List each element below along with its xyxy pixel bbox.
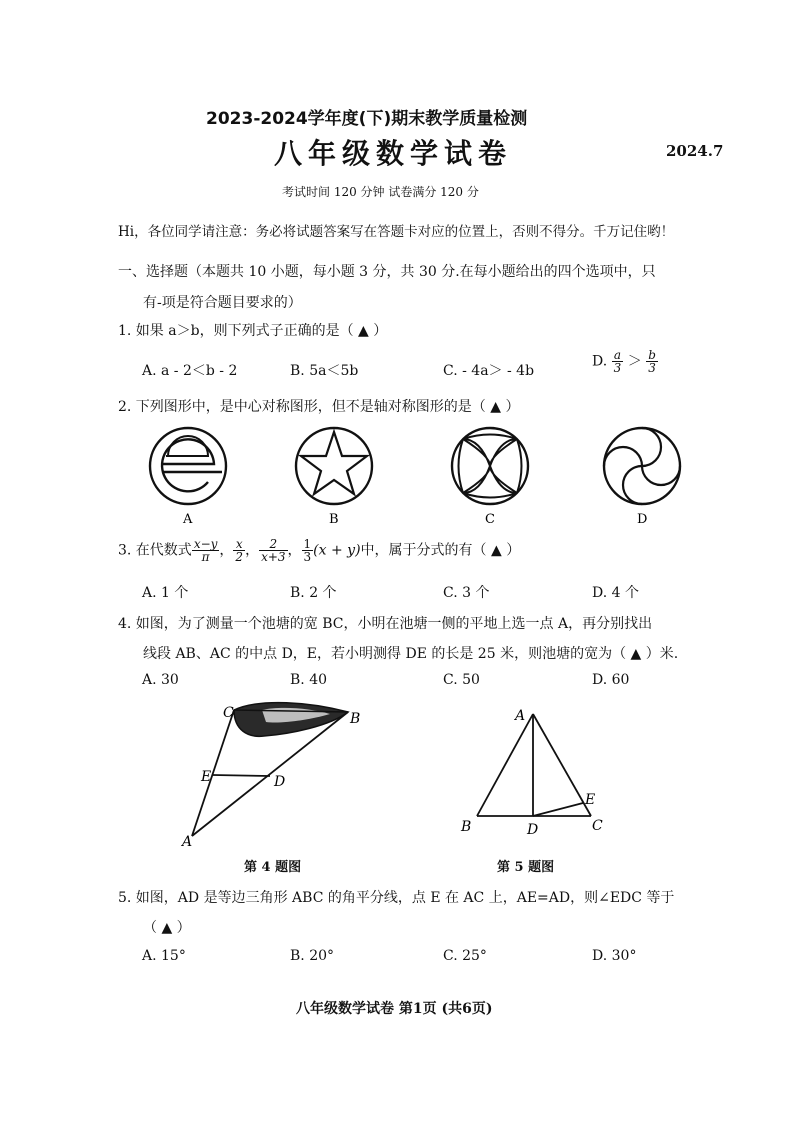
q3-sep-1: ， — [219, 542, 234, 559]
q2-figure-d — [604, 428, 680, 504]
q3-frac-4: $\frac{1}{3}$ — [303, 537, 312, 564]
q3-option-a: A. 1 个 — [142, 585, 189, 601]
question-1-stem: 1. 如果 a＞b，则下列式子正确的是（ ▲ ） — [118, 323, 388, 339]
exam-title: 八年级数学试卷 — [274, 137, 513, 170]
q4-label-d: D — [274, 774, 286, 790]
question-2-stem: 2. 下列图形中，是中心对称图形，但不是轴对称图形的是（ ▲ ） — [118, 399, 520, 415]
q4-label-e: E — [201, 769, 212, 785]
q3-frac-4-tail: (x + y) — [313, 542, 361, 559]
q1-d-frac-2: $\frac{b}{3}$ — [648, 348, 656, 375]
question-4-stem-line2: 线段 AB、AC 的中点 D，E，若小明测得 DE 的长是 25 米，则池塘的宽为（ ▲ ）米. — [143, 646, 679, 662]
q2-figures — [130, 418, 710, 530]
q1-option-d — [592, 349, 658, 374]
q5-option-c: C. 25° — [443, 948, 487, 964]
q1-d-operator: ＞ — [627, 353, 642, 370]
exam-info: 考试时间 120 分钟 试卷满分 120 分 — [282, 185, 479, 199]
q1-option-c: C. - 4a＞ - 4b — [443, 363, 535, 379]
q1-d-frac-1: $\frac{a}{3}$ — [613, 348, 622, 375]
question-5-stem-line1: 5. 如图，AD 是等边三角形 ABC 的角平分线，点 E 在 AC 上，AE=AD，则∠EDC 等于 — [118, 890, 675, 906]
q4-option-b: B. 40 — [290, 672, 328, 688]
q3-sep-2: ， — [245, 542, 260, 559]
q4-figure — [170, 696, 370, 856]
question-4-stem-line1: 4. 如图，为了测量一个池塘的宽 BC，小明在池塘一侧的平地上选一点 A，再分别找出 — [118, 616, 653, 632]
q1-option-a: A. a - 2＜b - 2 — [142, 363, 238, 379]
exam-subtitle: 2023-2024学年度(下)期末教学质量检测 — [206, 109, 528, 129]
q4-label-b: B — [350, 711, 361, 727]
q5-label-d: D — [527, 822, 539, 838]
q5-label-c: C — [592, 818, 603, 834]
q2-figure-a — [150, 428, 226, 504]
q4-option-d: D. 60 — [592, 672, 630, 688]
q4-label-c: C — [223, 705, 234, 721]
q1-option-b: B. 5a＜5b — [290, 363, 359, 379]
q5-label-b: B — [461, 819, 472, 835]
q3-frac-3: $\frac{2}{x+3}$ — [261, 537, 286, 564]
q2-figure-b — [296, 428, 372, 504]
q3-option-c: C. 3 个 — [443, 585, 490, 601]
section-heading-cont: 有-项是符合题目要求的） — [143, 295, 302, 311]
q3-option-d: D. 4 个 — [592, 585, 639, 601]
q3-suffix: 中，属于分式的有（ ▲ ） — [360, 542, 521, 559]
q3-sep-3: ， — [287, 542, 302, 559]
q4-figure-caption: 第 4 题图 — [244, 860, 302, 875]
q2-figure-c — [452, 428, 528, 504]
q5-option-d: D. 30° — [592, 948, 637, 964]
q3-prefix: 3. 在代数式 — [118, 542, 192, 559]
q4-label-a: A — [182, 834, 193, 850]
section-heading: 一、选择题（本题共 10 小题，每小题 3 分，共 30 分.在每小题给出的四个选项中，只 — [118, 264, 656, 280]
page-footer: 八年级数学试卷 第1页 (共6页) — [296, 1001, 493, 1017]
q2-label-d: D — [637, 512, 648, 527]
q3-frac-2: $\frac{x}{2}$ — [235, 537, 244, 564]
q5-figure-caption: 第 5 题图 — [497, 860, 555, 875]
q5-label-e: E — [585, 792, 596, 808]
q2-label-b: B — [329, 512, 339, 527]
q5-figure — [455, 700, 615, 840]
exam-date: 2024.7 — [666, 142, 724, 160]
q4-option-a: A. 30 — [142, 672, 179, 688]
q5-label-a: A — [515, 708, 526, 724]
q5-option-b: B. 20° — [290, 948, 335, 964]
q1-d-prefix: D. — [592, 353, 608, 370]
q3-option-b: B. 2 个 — [290, 585, 337, 601]
q2-label-c: C — [485, 512, 495, 527]
q2-label-a: A — [183, 512, 193, 527]
q4-option-c: C. 50 — [443, 672, 480, 688]
question-5-stem-line2: （ ▲ ） — [143, 920, 191, 936]
question-3-stem — [118, 538, 520, 563]
q3-frac-1: $\frac{x-y}{\pi}$ — [193, 537, 218, 564]
q5-option-a: A. 15° — [142, 948, 186, 964]
notice-text: Hi，各位同学请注意：务必将试题答案写在答题卡对应的位置上，否则不得分。千万记住哟！ — [118, 224, 675, 240]
